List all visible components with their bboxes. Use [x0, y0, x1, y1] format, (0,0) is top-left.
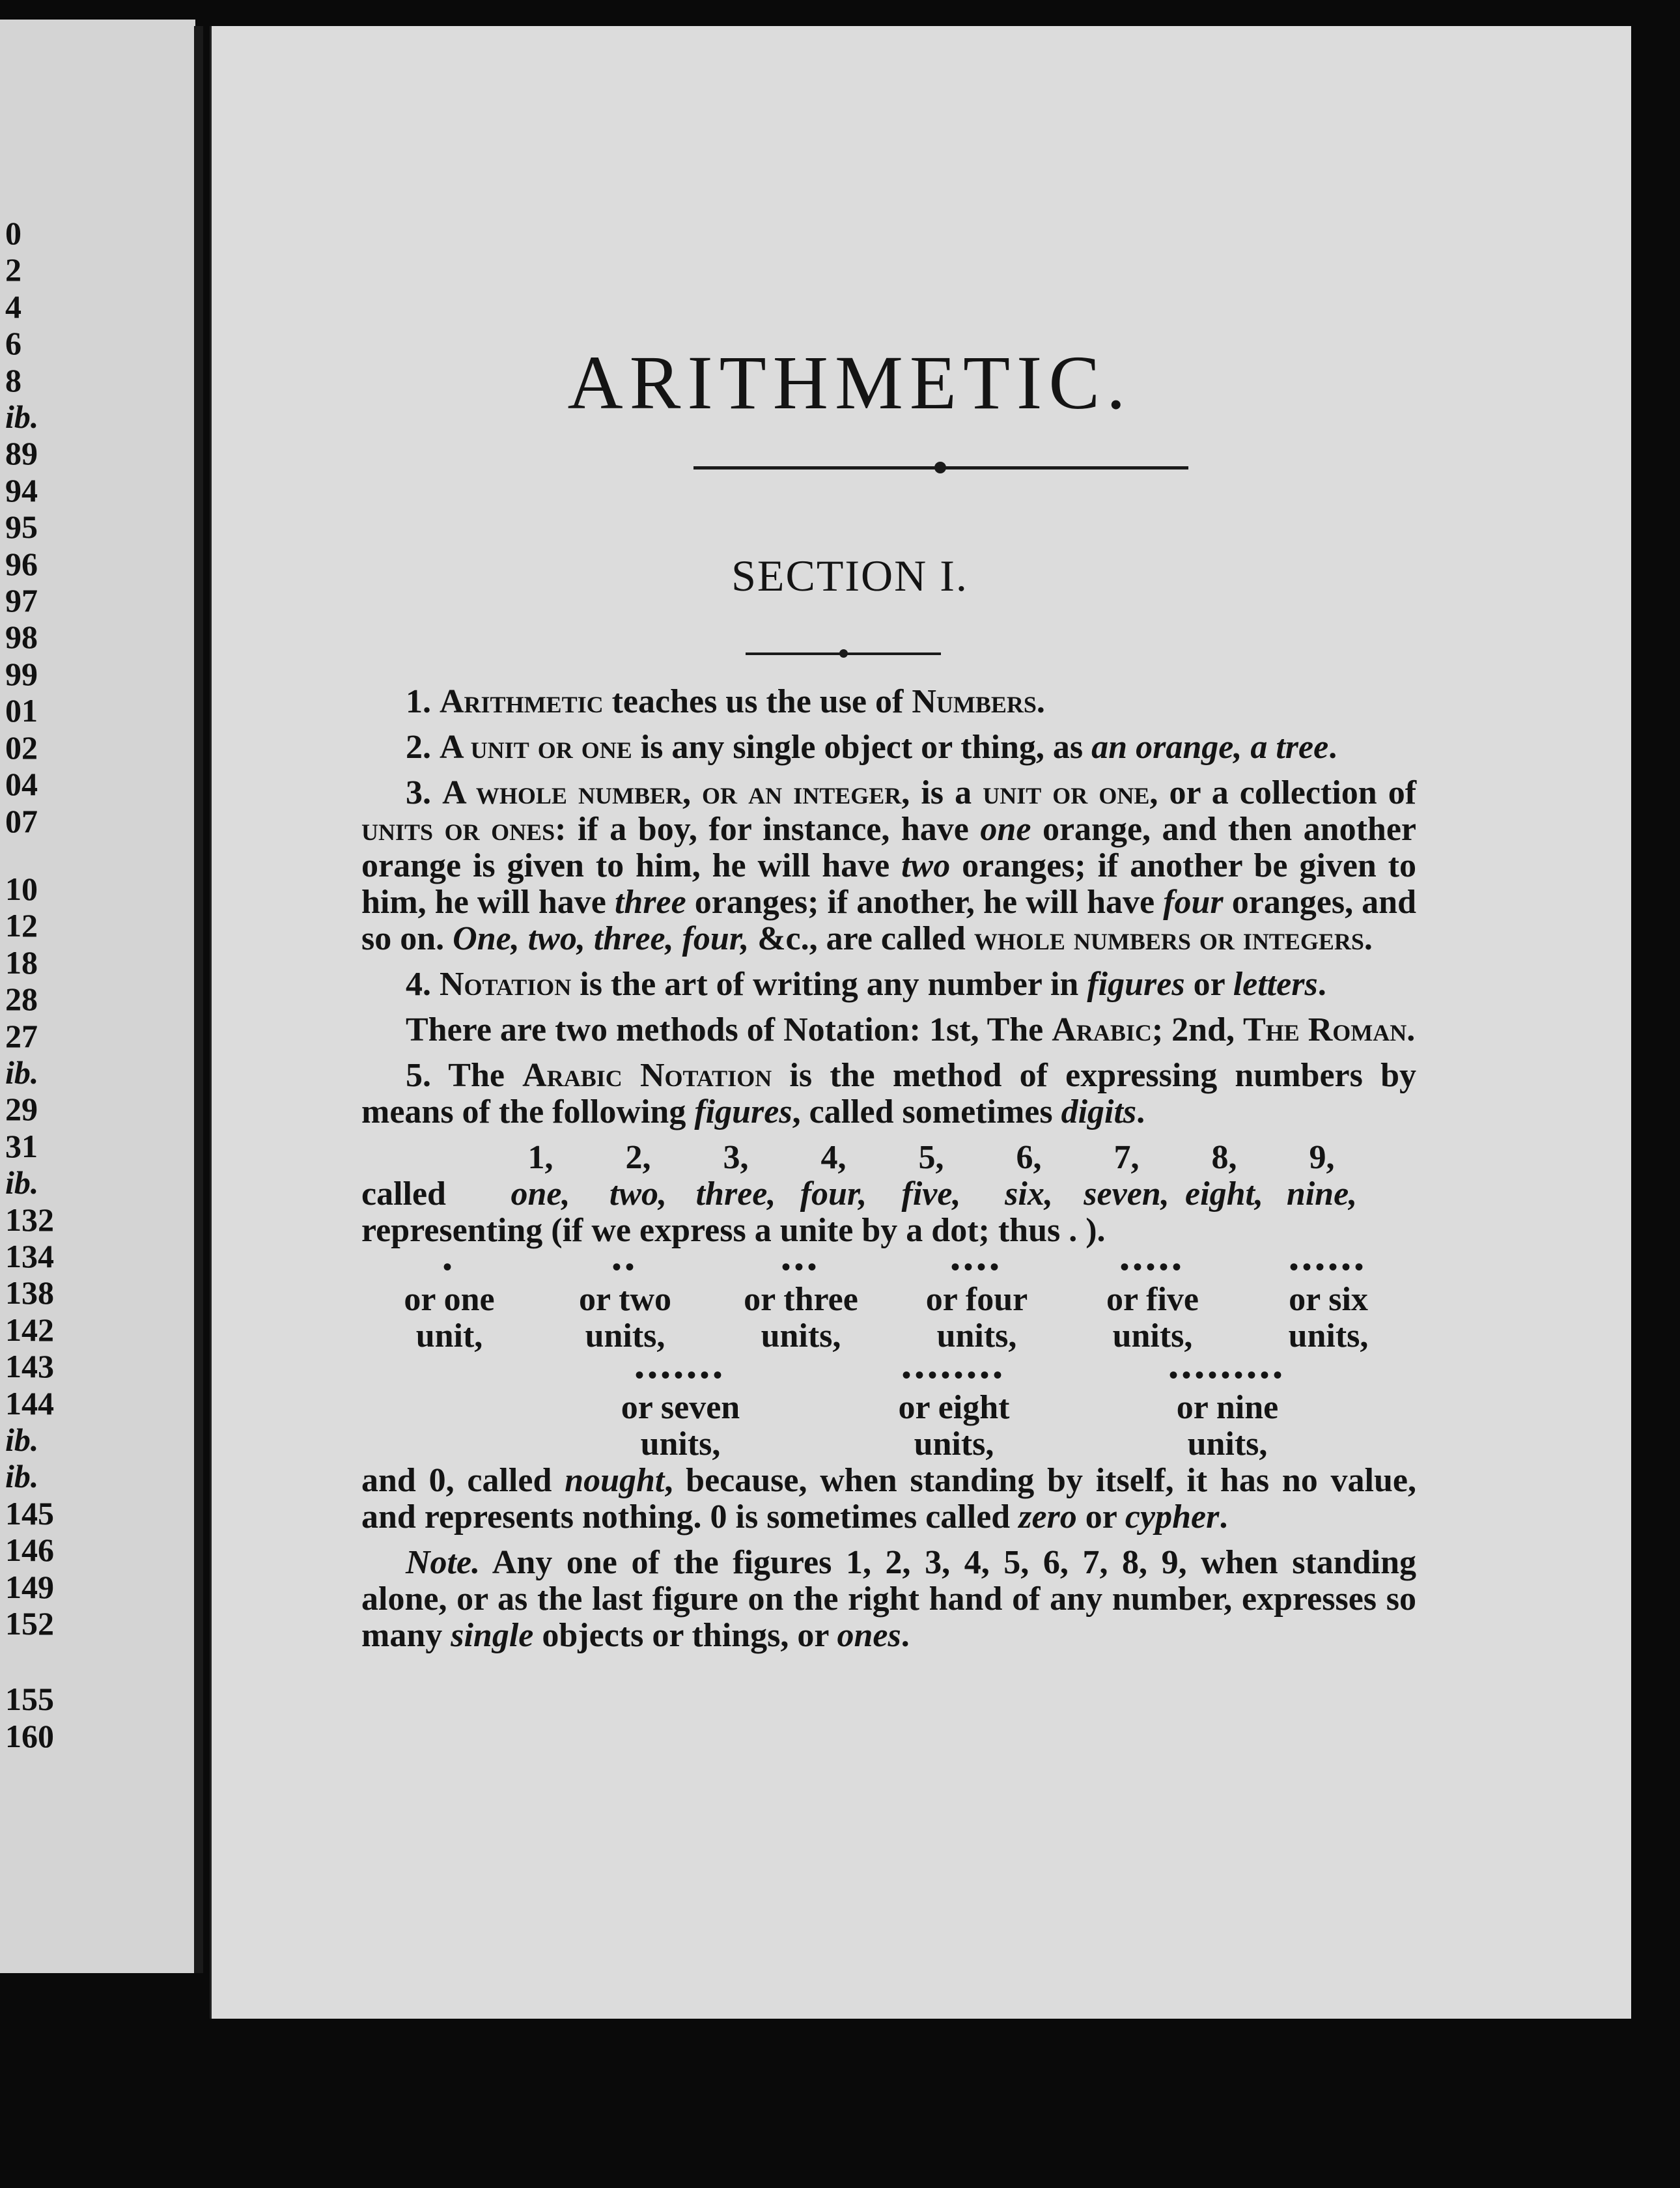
unit-cell: •••••••• or eight units, — [898, 1360, 1010, 1463]
facing-page-number: ib. — [5, 1422, 39, 1458]
facing-page-number: 146 — [5, 1532, 54, 1569]
digit: 1, — [527, 1139, 553, 1176]
facing-page-number: 27 — [5, 1017, 38, 1054]
unit-cell: ••••• or five units, — [1106, 1252, 1199, 1354]
digit-name: five, — [901, 1175, 961, 1213]
facing-page-number: 144 — [5, 1384, 54, 1422]
paragraph-3: 3. A whole number, or an integer, is a unit or one, or a collection of units or ones: if a boy, for instance, have one orange, and then another orange is given to him, he will have two oranges; if another be given to him, he will have three oranges; if another, he will have four oranges, and so on. One, two, three, four, &c., are called whole numbers or integers. — [361, 774, 1417, 957]
facing-page-number: 152 — [5, 1605, 54, 1642]
facing-page-number: 12 — [5, 907, 38, 944]
facing-page-number: 2 — [5, 251, 21, 288]
facing-page-number: 95 — [5, 509, 38, 546]
facing-page-number: 07 — [5, 802, 38, 839]
digit-name: three, — [695, 1175, 776, 1213]
digit: 5, — [918, 1139, 944, 1176]
facing-page-number: 28 — [5, 981, 38, 1018]
digit: 9, — [1309, 1139, 1335, 1176]
unit-cell: •• or two units, — [578, 1252, 671, 1354]
digit-name: four, — [800, 1175, 867, 1213]
facing-page-number: 149 — [5, 1568, 54, 1605]
note-paragraph: Note. Any one of the figures 1, 2, 3, 4, 5, 6, 7, 8, 9, when standing alone, or as the last figure on the right hand of any number, expresses so many single objects or things, or ones. — [361, 1544, 1416, 1654]
digit: 4, — [820, 1139, 847, 1176]
facing-page-number: 134 — [5, 1237, 54, 1274]
ornamental-rule — [693, 466, 1188, 470]
facing-page-number: ib. — [5, 399, 39, 436]
section-heading: SECTION I. — [731, 551, 968, 600]
representing-line: representing (if we express a unite by a dot; thus . ). — [361, 1212, 1106, 1249]
units-row-2 — [361, 1361, 1416, 1463]
facing-page-number: 99 — [5, 655, 38, 692]
facing-page-number: ib. — [5, 1054, 39, 1091]
digit-names-row — [361, 1176, 1416, 1213]
facing-page-number: ib. — [5, 1458, 39, 1495]
book-gutter — [194, 26, 203, 1973]
digit: 6, — [1016, 1139, 1042, 1176]
book-page — [210, 26, 1631, 2019]
facing-page-number: 01 — [5, 692, 38, 729]
unit-cell: •••• or four units, — [925, 1252, 1028, 1354]
units-row-1 — [361, 1253, 1416, 1354]
digit: 8, — [1211, 1139, 1237, 1176]
digit: 3, — [723, 1139, 749, 1176]
body-text — [361, 684, 1416, 1663]
paragraph-4b: There are two methods of Notation: 1st, The Arabic; 2nd, The Roman. — [406, 1011, 1416, 1048]
unit-cell: ••••••••• or nine units, — [1168, 1360, 1287, 1463]
facing-page-number: 98 — [5, 619, 38, 656]
facing-page-number: 143 — [5, 1348, 54, 1385]
facing-page-number: 142 — [5, 1311, 54, 1348]
digit-name: two, — [609, 1175, 667, 1213]
digit-name: one, — [511, 1175, 570, 1213]
paragraph-4: 4. Notation is the art of writing any number in figures or letters. — [406, 966, 1326, 1003]
zero-paragraph: and 0, called nought, because, when standing by itself, it has no value, and represents nothing. 0 is sometimes called zero or cypher. — [361, 1462, 1416, 1536]
facing-page-number: 89 — [5, 435, 38, 472]
facing-page-number: 96 — [5, 545, 38, 582]
facing-page-number: 145 — [5, 1494, 54, 1532]
called-label: called — [361, 1175, 446, 1213]
facing-page-number: 132 — [5, 1201, 54, 1238]
digits-row — [361, 1140, 1416, 1176]
facing-page-number: 0 — [5, 215, 21, 251]
facing-page-numbers — [0, 215, 65, 1754]
unit-cell: • or one unit, — [404, 1252, 495, 1354]
paragraph-5: 5. The Arabic Notation is the method of expressing numbers by means of the following figures, called sometimes digits. — [361, 1057, 1417, 1130]
facing-page-number: 97 — [5, 582, 38, 619]
unit-cell: •••••• or six units, — [1288, 1252, 1369, 1354]
facing-page-number: 155 — [5, 1681, 54, 1718]
facing-page-number: 29 — [5, 1091, 38, 1128]
page-title: ARITHMETIC. — [567, 340, 1132, 425]
digit-name: nine, — [1286, 1175, 1358, 1213]
digit-name: six, — [1005, 1175, 1053, 1213]
digit: 2, — [625, 1139, 651, 1176]
digit-name: eight, — [1185, 1175, 1263, 1213]
digit: 7, — [1113, 1139, 1140, 1176]
facing-page-number: 6 — [5, 325, 21, 362]
facing-page-number: ib. — [5, 1164, 39, 1201]
facing-page-number: 31 — [5, 1127, 38, 1164]
facing-page-number: 04 — [5, 766, 38, 803]
ornamental-rule-short — [746, 652, 941, 655]
facing-page-number: 10 — [5, 870, 38, 907]
facing-page-number: 160 — [5, 1717, 54, 1754]
unit-cell: ••••••• or seven units, — [621, 1360, 740, 1463]
digit-name: seven, — [1084, 1175, 1169, 1213]
facing-page-number: 8 — [5, 361, 21, 399]
facing-page-number: 138 — [5, 1274, 54, 1311]
facing-page-number: 4 — [5, 288, 21, 325]
unit-cell: ••• or three units, — [744, 1252, 858, 1354]
paragraph-1: 1. Arithmetic teaches us the use of Numbers. — [406, 683, 1045, 720]
paragraph-2: 2. A unit or one is any single object or thing, as an orange, a tree. — [406, 729, 1337, 766]
facing-page-number: 02 — [5, 729, 38, 766]
facing-page-number: 18 — [5, 944, 38, 981]
facing-page-number: 94 — [5, 471, 38, 509]
